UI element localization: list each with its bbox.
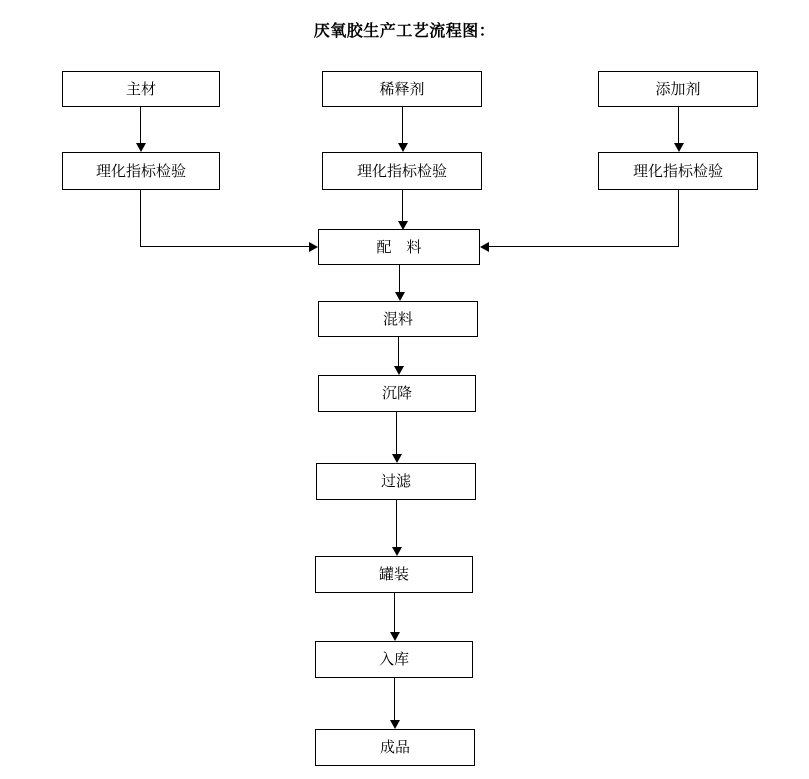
page-title: 厌氧胶生产工艺流程图： [313, 23, 496, 40]
node-inspect-additive[interactable] [598, 152, 758, 190]
edge-inspect-diluent-to-batching [402, 190, 403, 221]
edge-filling-to-warehousing [394, 593, 395, 632]
node-main-material[interactable] [62, 71, 220, 107]
edge-settling-to-filtering [396, 412, 397, 454]
node-label: 稀释剂 [379, 80, 425, 98]
arrow-right-icon [309, 242, 318, 252]
node-batching[interactable] [318, 229, 480, 265]
node-label: 混料 [382, 310, 413, 328]
edge-diluent-to-inspect [402, 107, 403, 143]
node-label: 过滤 [380, 473, 411, 490]
arrow-down-icon [395, 292, 405, 301]
arrow-down-icon [398, 221, 408, 230]
arrow-down-icon [136, 143, 146, 152]
node-settling[interactable] [318, 375, 476, 412]
edge-mixing-to-settling [398, 337, 399, 366]
edge-filtering-to-filling [396, 500, 397, 547]
node-filtering[interactable] [316, 463, 476, 500]
arrow-down-icon [674, 143, 684, 152]
arrow-left-icon [480, 242, 489, 252]
node-label: 添加剂 [655, 80, 701, 98]
edge-main-material-to-inspect [140, 107, 141, 143]
node-finished-product[interactable] [315, 729, 475, 766]
arrow-down-icon [392, 454, 402, 463]
node-label: 理化指标检验 [632, 162, 723, 180]
node-warehousing[interactable] [315, 641, 473, 678]
arrow-down-icon [394, 366, 404, 375]
node-label: 入库 [378, 651, 409, 668]
node-mixing[interactable] [318, 301, 478, 337]
edge-inspect-main-to-batching-horizontal [140, 246, 309, 247]
node-label: 罐装 [378, 566, 409, 583]
edge-additive-to-inspect [678, 107, 679, 143]
node-label: 配 料 [376, 238, 422, 256]
arrow-down-icon [398, 143, 408, 152]
edge-inspect-additive-to-batching-vertical [678, 190, 679, 247]
edge-inspect-main-to-batching-vertical [140, 190, 141, 247]
node-additive[interactable] [598, 71, 758, 107]
arrow-down-icon [390, 720, 400, 729]
node-label: 成品 [379, 739, 410, 756]
arrow-down-icon [390, 632, 400, 641]
node-label: 理化指标检验 [95, 162, 186, 180]
node-inspect-diluent[interactable] [322, 152, 482, 190]
edge-warehousing-to-finished-product [394, 678, 395, 720]
node-filling[interactable] [315, 556, 473, 593]
node-label: 理化指标检验 [356, 162, 447, 180]
arrow-down-icon [392, 547, 402, 556]
node-diluent[interactable] [322, 71, 482, 107]
node-label: 沉降 [381, 385, 412, 402]
node-inspect-main[interactable] [62, 152, 220, 190]
edge-batching-to-mixing [399, 265, 400, 292]
node-label: 主材 [125, 80, 156, 98]
edge-inspect-additive-to-batching-horizontal [489, 246, 679, 247]
